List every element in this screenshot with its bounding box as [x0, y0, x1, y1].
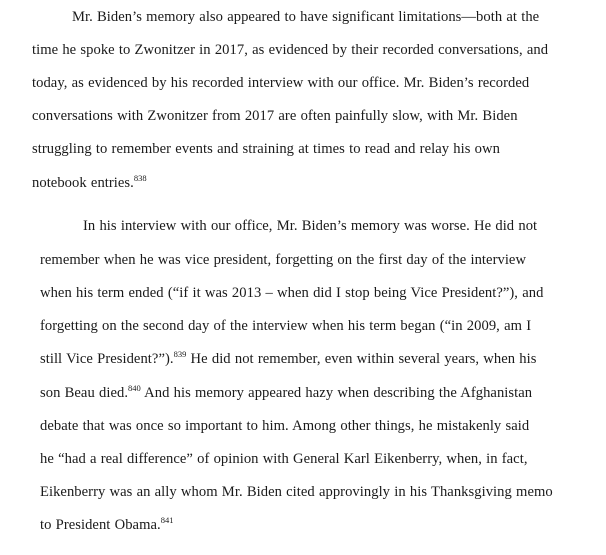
text-segment: He did not remember, even within several years, when his	[186, 351, 537, 367]
text-line: conversations with Zwonitzer from 2017 are often painfully slow, with Mr. Biden	[32, 108, 518, 124]
footnote-marker-838: 838	[133, 173, 147, 183]
text-segment: notebook entries.	[32, 175, 134, 191]
text-segment: son Beau died.	[40, 385, 129, 401]
text-line: today, as evidenced by his recorded interview with our office. Mr. Biden’s recorded	[32, 75, 530, 91]
text-line-with-footnote	[40, 516, 173, 534]
text-line: time he spoke to Zwonitzer in 2017, as evidenced by their recorded conversations, and	[32, 42, 549, 58]
text-line-with-footnote	[40, 384, 532, 402]
text-line: when his term ended (“if it was 2013 – when did I stop being Vice President?”), and	[40, 285, 544, 301]
text-line-with-footnote	[40, 350, 536, 368]
text-line: forgetting on the second day of the interview when his term began (“in 2009, am I	[40, 318, 532, 334]
text-line: debate that was once so important to him. Among other things, he mistakenly said	[40, 418, 530, 434]
footnote-marker-839: 839	[173, 349, 187, 359]
text-line: he “had a real difference” of opinion with General Karl Eikenberry, when, in fact,	[40, 451, 528, 467]
text-line: struggling to remember events and straining at times to read and relay his own	[32, 141, 500, 157]
text-line-with-footnote	[32, 174, 147, 192]
text-line: remember when he was vice president, forgetting on the first day of the interview	[40, 252, 527, 268]
text-segment: to President Obama.	[40, 517, 161, 533]
text-segment: still Vice President?”).	[40, 351, 174, 367]
footnote-marker-841: 841	[160, 515, 174, 525]
text-segment: And his memory appeared hazy when describing the Afghanistan	[140, 385, 533, 401]
text-line: In his interview with our office, Mr. Biden’s memory was worse. He did not	[83, 218, 538, 234]
text-line: Mr. Biden’s memory also appeared to have significant limitations—both at the	[72, 9, 540, 25]
footnote-marker-840: 840	[128, 383, 141, 393]
text-line: Eikenberry was an ally whom Mr. Biden cited approvingly in his Thanksgiving memo	[40, 484, 553, 500]
